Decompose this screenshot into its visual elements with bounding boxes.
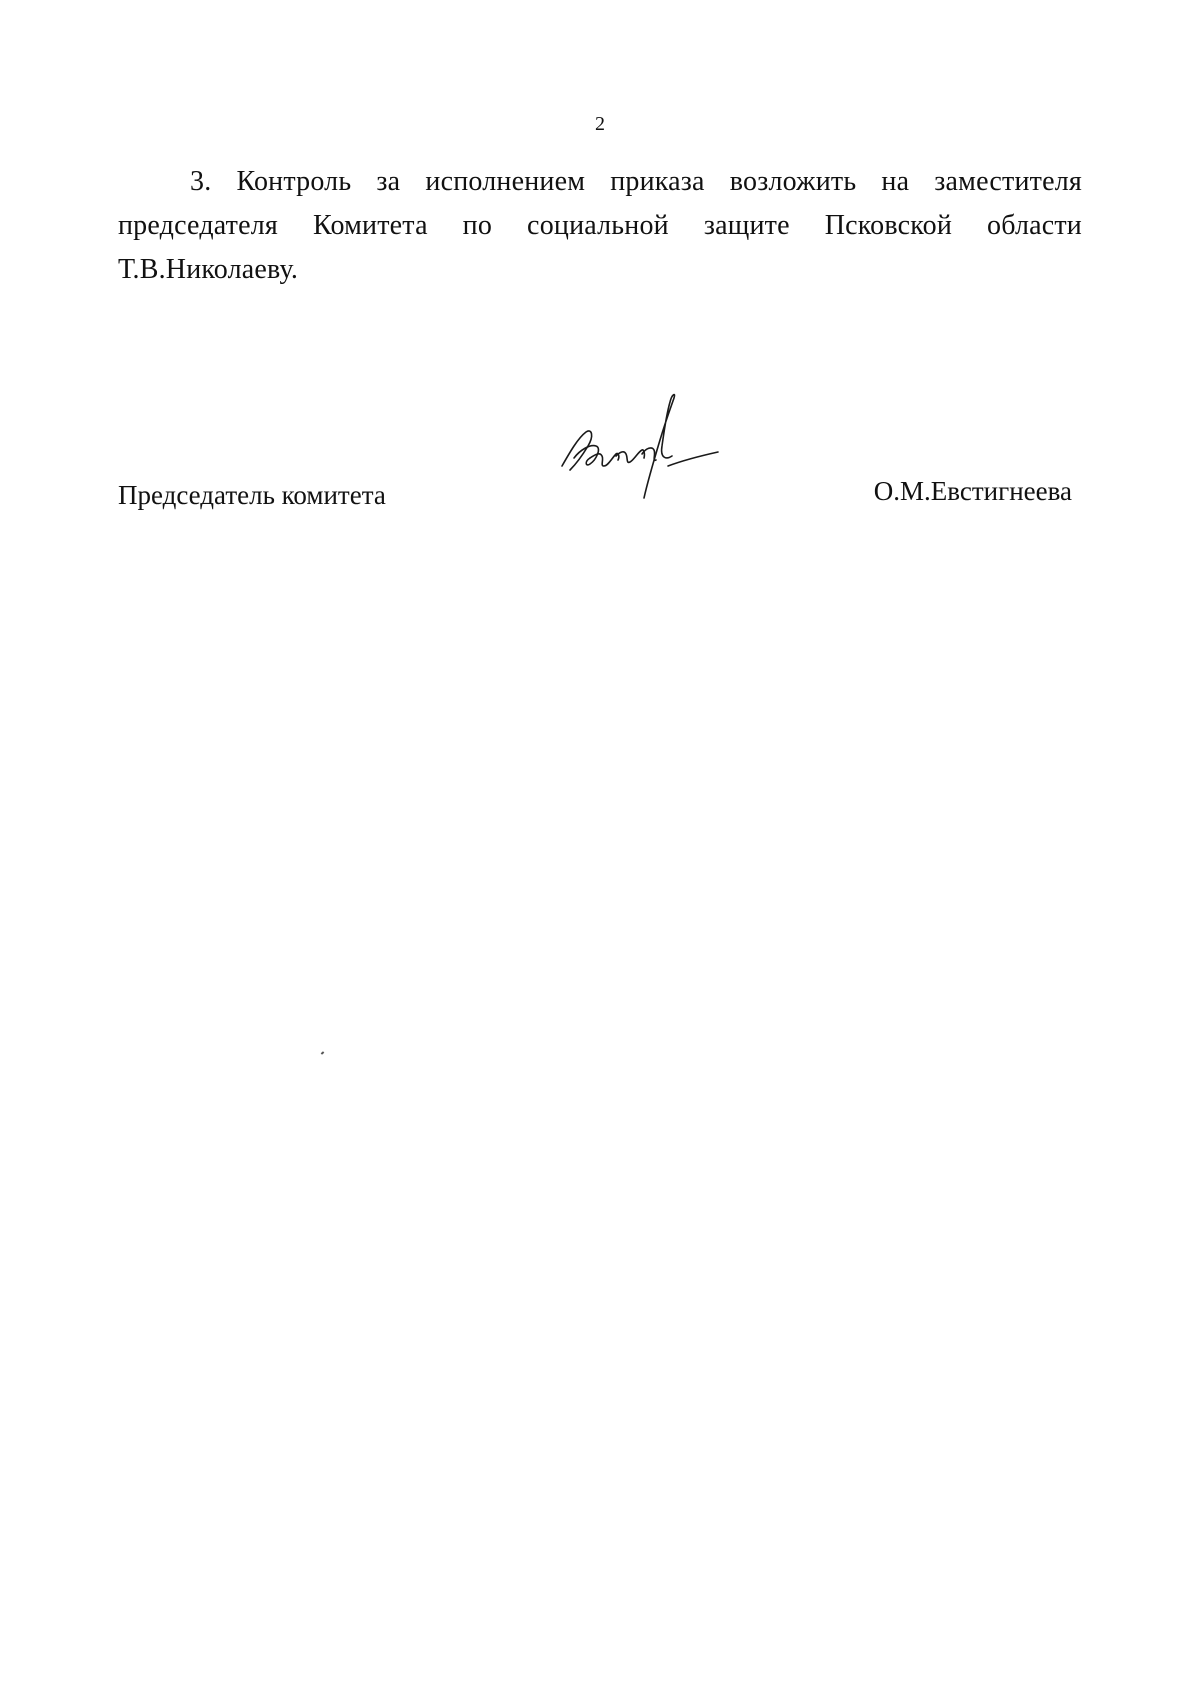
body-paragraph-item-3: 3. Контроль за исполнением приказа возложить на заместителя председателя Комитета по социальной защите Псковской области Т.В.Николаеву. [118, 166, 1082, 285]
signer-position: Председатель комитета [118, 480, 386, 510]
signature-block [0, 460, 1200, 540]
page-number: 2 [595, 113, 605, 135]
scan-artifact [321, 1051, 325, 1054]
signer-name: О.М.Евстигнеева [873, 476, 1072, 506]
handwritten-signature [556, 388, 736, 518]
